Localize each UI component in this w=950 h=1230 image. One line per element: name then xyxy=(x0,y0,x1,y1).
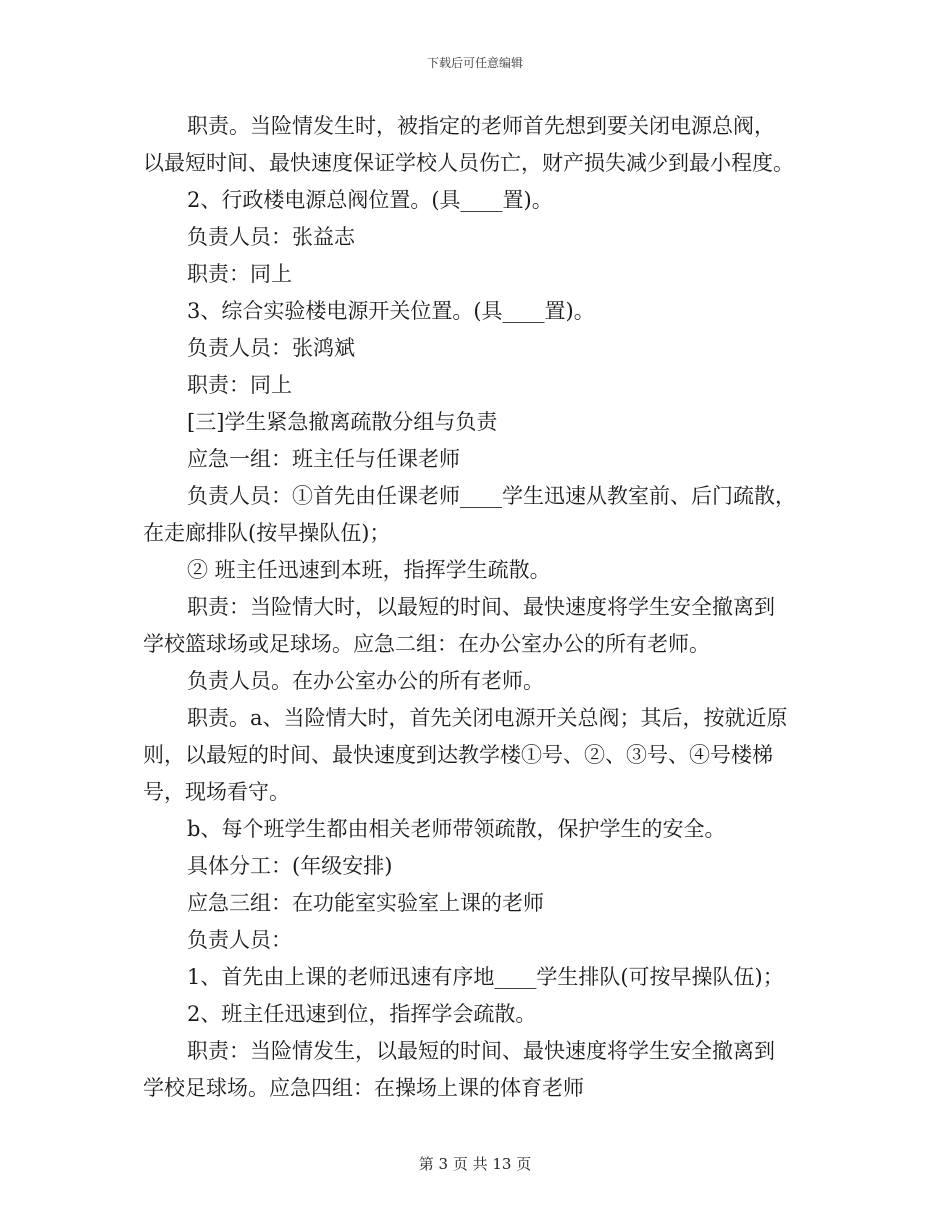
paragraph: 3、综合实验楼电源开关位置。(具____置)。 xyxy=(187,299,595,323)
paragraph: 职责。a、当险情大时，首先关闭电源开关总阀；其后，按就近原 xyxy=(187,706,788,730)
page-header: 下载后可任意编辑 xyxy=(426,56,523,70)
paragraph: 2、班主任迅速到位，指挥学会疏散。 xyxy=(187,1002,537,1026)
paragraph: ② 班主任迅速到本班，指挥学生疏散。 xyxy=(187,558,551,582)
paragraph: 应急三组：在功能室实验室上课的老师 xyxy=(187,891,544,915)
paragraph: 1、首先由上课的老师迅速有序地____学生排队(可按早操队伍)； xyxy=(187,965,784,989)
paragraph: 职责：当险情发生，以最短的时间、最快速度将学生安全撤离到 xyxy=(187,1039,775,1063)
paragraph: 2、行政楼电源总阀位置。(具____置)。 xyxy=(187,188,553,212)
paragraph: 应急一组：班主任与任课老师 xyxy=(187,447,460,471)
paragraph: 负责人员：张鸿斌 xyxy=(187,336,355,360)
paragraph: 学校足球场。应急四组：在操场上课的体育老师 xyxy=(143,1076,584,1100)
paragraph: 负责人员。在办公室办公的所有老师。 xyxy=(187,669,544,693)
paragraph: 职责。当险情发生时，被指定的老师首先想到要关闭电源总阀， xyxy=(187,114,775,138)
section-heading: [三]学生紧急撤离疏散分组与负责 xyxy=(187,410,498,434)
paragraph: 则，以最短的时间、最快速度到达教学楼①号、②、③号、④号楼梯 xyxy=(143,743,773,767)
paragraph: b、每个班学生都由相关老师带领疏散，保护学生的安全。 xyxy=(187,817,726,841)
paragraph: 负责人员： xyxy=(187,928,292,952)
paragraph: 以最短时间、最快速度保证学校人员伤亡，财产损失减少到最小程度。 xyxy=(143,151,794,175)
paragraph: 职责：同上 xyxy=(187,262,292,286)
paragraph: 号，现场看守。 xyxy=(143,780,290,804)
paragraph: 学校篮球场或足球场。应急二组：在办公室办公的所有老师。 xyxy=(143,632,710,656)
paragraph: 负责人员：①首先由任课老师____学生迅速从教室前、后门疏散， xyxy=(187,484,796,508)
body-text xyxy=(143,108,813,1107)
paragraph: 在走廊排队(按早操队伍)； xyxy=(143,521,391,545)
paragraph: 负责人员：张益志 xyxy=(187,225,355,249)
paragraph: 职责：同上 xyxy=(187,373,292,397)
paragraph: 职责：当险情大时，以最短的时间、最快速度将学生安全撤离到 xyxy=(187,595,775,619)
page-number: 第 3 页 共 13 页 xyxy=(418,1155,532,1173)
paragraph: 具体分工：(年级安排) xyxy=(187,854,393,878)
